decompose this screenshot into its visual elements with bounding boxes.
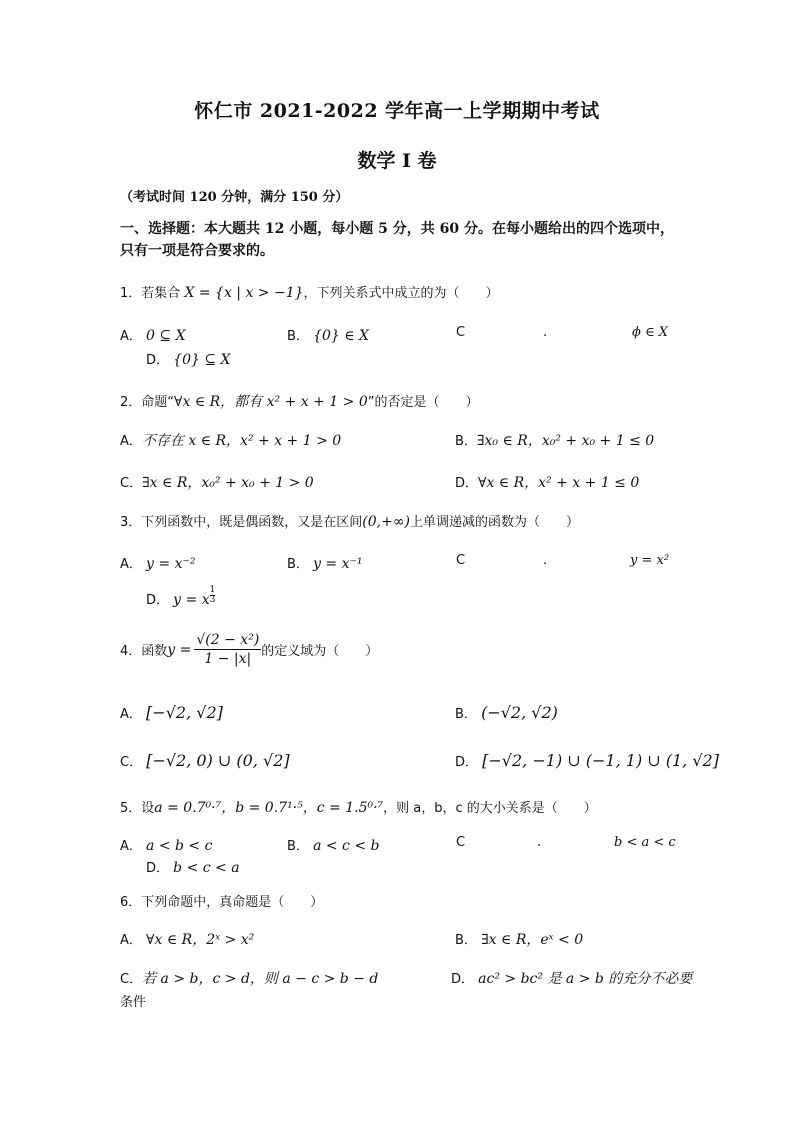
option-label: B． — [455, 434, 477, 449]
option-label: C． — [120, 755, 143, 770]
option-text: ∃x ∈ R，x₀² + x₀ + 1 > 0 — [142, 475, 314, 491]
option-d[interactable] — [146, 585, 216, 617]
option-c-label[interactable]: C — [456, 325, 466, 340]
option-label: D． — [146, 353, 170, 368]
question-number: 2． — [120, 395, 142, 410]
option-text: a < b < c — [146, 838, 213, 854]
option-text: ∀x ∈ R，x² + x + 1 ≤ 0 — [478, 475, 640, 491]
option-c[interactable] — [120, 968, 378, 988]
question-stem: 命题“ — [141, 395, 175, 410]
option-label: A． — [120, 329, 142, 344]
question-stem: 下列函数中，既是偶函数，又是在区间 — [141, 515, 363, 530]
option-a[interactable] — [120, 553, 195, 572]
question-6 — [120, 891, 323, 910]
fraction-denominator: 1 − |x| — [204, 651, 252, 667]
question-math: a = 0.7⁰·⁷，b = 0.7¹·⁵，c = 1.5⁰·⁷ — [154, 800, 384, 816]
question-4 — [120, 632, 378, 667]
fraction — [194, 632, 261, 667]
section-heading: 一、选择题：本大题共 12 小题，每小题 5 分，共 60 分。在每小题给出的四个选项中，只有一项是符合要求的。 — [120, 221, 674, 259]
option-a[interactable] — [120, 430, 341, 450]
question-stem-tail: 的定义域为（ ） — [261, 644, 379, 659]
question-stem: 若集合 — [141, 286, 181, 301]
question-number: 6． — [120, 895, 142, 910]
question-number: 3． — [120, 515, 142, 530]
option-label: B． — [287, 557, 309, 572]
question-math: (0,+∞) — [362, 514, 410, 530]
option-a[interactable] — [120, 835, 212, 854]
question-stem-tail: ，则 a，b，c 的大小关系是（ ） — [383, 801, 597, 816]
option-c-text: b < a < c — [614, 835, 676, 850]
question-stem-tail: 上单调递减的函数为（ ） — [409, 515, 579, 530]
option-c-dot: . — [543, 553, 548, 568]
question-5 — [120, 797, 597, 817]
option-b[interactable] — [455, 430, 654, 450]
question-3 — [120, 511, 579, 530]
option-label: D． — [146, 861, 170, 876]
question-math: X = {x | x > −1} — [184, 285, 304, 301]
option-label: D． — [146, 593, 170, 608]
option-c-label[interactable]: C — [456, 835, 466, 850]
option-text: y = x — [173, 592, 210, 608]
option-text: 不存在 x ∈ R，x² + x + 1 > 0 — [141, 433, 342, 449]
option-text: [−√2, 0) ∪ (0, √2] — [146, 751, 290, 770]
option-label: A． — [120, 434, 142, 449]
option-text: {0} ⊆ X — [173, 352, 231, 368]
option-label: A． — [120, 707, 142, 722]
exam-note: （考试时间 120 分钟，满分 150 分） — [120, 190, 349, 205]
question-stem: 设 — [141, 801, 155, 816]
option-text: {0} ∈ X — [313, 328, 370, 344]
option-d-wrap: 条件 — [120, 995, 147, 1010]
exponent-numerator: 1 — [209, 585, 216, 595]
page-title: 怀仁市 2021-2022 学年高一上学期期中考试 — [194, 100, 600, 122]
option-label: C． — [120, 972, 143, 987]
option-c-text: ϕ ∈ X — [632, 325, 669, 340]
option-b[interactable] — [455, 929, 583, 949]
option-c-dot: . — [537, 835, 542, 850]
option-text: (−√2, √2) — [481, 703, 558, 722]
option-text: 若 a > b，c > d，则 a − c > b − d — [142, 971, 379, 987]
exponent-denominator: 3 — [209, 595, 216, 605]
option-label: D． — [455, 755, 479, 770]
option-c[interactable] — [120, 751, 290, 770]
option-c-dot: . — [543, 325, 548, 340]
question-stem-tail: ”的否定是（ ） — [367, 395, 479, 410]
option-c-label[interactable]: C — [456, 553, 466, 568]
option-d[interactable] — [455, 472, 639, 492]
option-label: A． — [120, 557, 142, 572]
question-2 — [120, 391, 479, 411]
option-a[interactable] — [120, 929, 254, 949]
option-label: B． — [287, 329, 309, 344]
option-b[interactable] — [455, 703, 558, 722]
option-text: ac² > bc² 是 a > b 的充分不必要 — [478, 971, 693, 987]
option-label: C． — [120, 476, 143, 491]
option-d[interactable] — [455, 751, 719, 770]
option-label: D． — [455, 476, 479, 491]
option-text: a < c < b — [313, 838, 380, 854]
option-text: b < c < a — [173, 860, 240, 876]
option-text: [−√2, −1) ∪ (−1, 1) ∪ (1, √2] — [482, 751, 719, 770]
option-label: A． — [120, 839, 142, 854]
fractional-exponent — [210, 586, 216, 605]
question-number: 5． — [120, 801, 142, 816]
option-c-text: y = x² — [630, 553, 670, 568]
option-text: ∃x₀ ∈ R，x₀² + x₀ + 1 ≤ 0 — [476, 433, 655, 449]
option-label: A． — [120, 933, 142, 948]
question-math-lhs: y = — [167, 641, 192, 658]
option-text: y = x⁻² — [146, 556, 196, 572]
option-b[interactable] — [287, 325, 369, 344]
option-text: ∃x ∈ R，eˣ < 0 — [481, 932, 584, 948]
page-subtitle: 数学 I 卷 — [357, 150, 437, 172]
question-1 — [120, 282, 499, 301]
option-a[interactable] — [120, 703, 223, 722]
option-a[interactable] — [120, 325, 186, 344]
option-text: ∀x ∈ R，2ˣ > x² — [146, 932, 255, 948]
option-text: 0 ⊆ X — [146, 328, 186, 344]
option-d[interactable] — [451, 968, 692, 988]
question-math: ∀x ∈ R，都有 x² + x + 1 > 0 — [174, 394, 368, 410]
option-c[interactable] — [120, 472, 314, 492]
question-number: 1． — [120, 286, 142, 301]
option-b[interactable] — [287, 835, 379, 854]
option-text: [−√2, √2] — [146, 703, 223, 722]
option-label: B． — [455, 707, 477, 722]
option-label: B． — [287, 839, 309, 854]
option-d[interactable] — [146, 857, 240, 876]
fraction-numerator: √(2 − x²) — [196, 632, 260, 648]
question-stem-tail: ，下列关系式中成立的为（ ） — [303, 286, 499, 301]
option-label: D． — [451, 972, 475, 987]
option-label: B． — [455, 933, 477, 948]
question-stem: 函数 — [141, 644, 168, 659]
option-b[interactable] — [287, 553, 363, 572]
question-number: 4． — [120, 644, 142, 659]
question-stem: 下列命题中，真命题是（ ） — [141, 895, 324, 910]
option-d[interactable] — [146, 349, 230, 368]
option-text: y = x⁻¹ — [313, 556, 363, 572]
